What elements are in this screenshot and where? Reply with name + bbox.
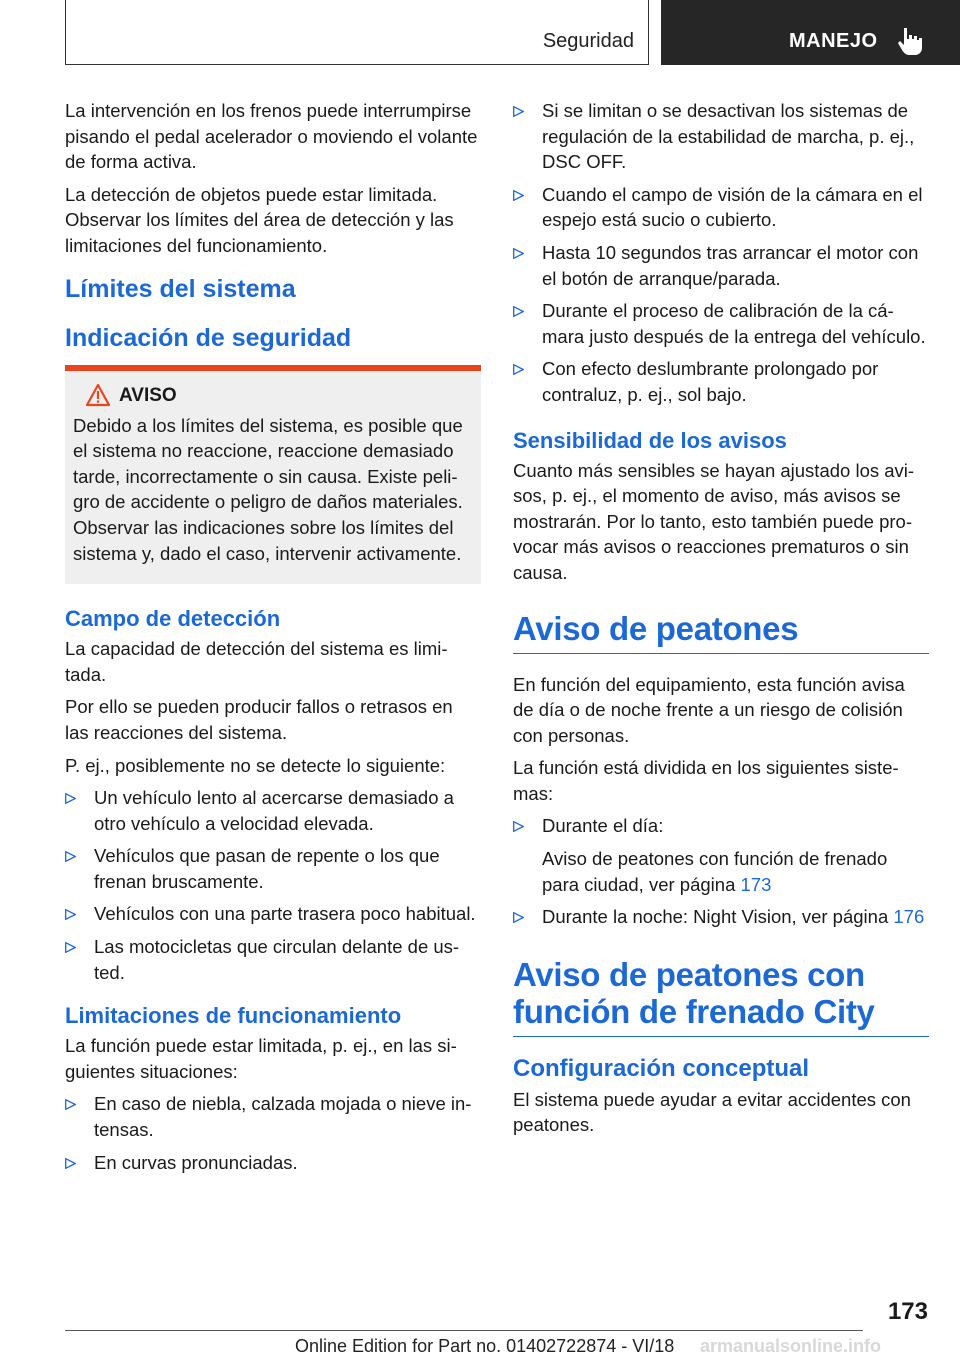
triangle-bullet-icon — [65, 942, 76, 953]
list-item: Hasta 10 segundos tras arrancar el motor con el botón de arranque/parada. — [513, 240, 929, 291]
detection-heading: Campo de detección — [65, 606, 281, 632]
page-number: 173 — [887, 1298, 928, 1325]
detection-paragraph: P. ej., posiblemente no se detecte lo siguiente: — [65, 754, 446, 776]
triangle-bullet-icon — [513, 106, 524, 117]
list-item: Con efecto deslumbrante prolongado por contraluz, p. ej., sol bajo. — [513, 356, 929, 407]
list-item: Si se limitan o se desactivan los sistemas de regulación de la estabilidad de marcha, p. ej., DSC OFF. — [513, 98, 929, 175]
warning-title-text: AVISO — [119, 384, 177, 406]
footer-edition: Online Edition for Part no. 01402722874 - VI/18 — [295, 1336, 675, 1356]
intro-paragraph: La intervención en los frenos puede interrumpirse pisando el pedal acelerador o moviendo el volante de forma activa. — [65, 100, 478, 173]
warning-text: Debido a los límites del sistema, es posible que el sistema no reaccione, reaccione demasiado tarde, incorrectamente o sin causa. Existe peligro de accidente o peligro de daños materiales. Observar las indicaciones sobre los límites del sistema y, dado el caso, intervenir activamente. — [73, 414, 463, 564]
sensitivity-heading: Sensibilidad de los avisos — [513, 427, 787, 453]
triangle-bullet-icon — [65, 793, 76, 804]
triangle-bullet-icon — [513, 364, 524, 375]
city-braking-heading: Aviso de peatones con función de frenado City — [513, 956, 929, 1037]
triangle-bullet-icon — [513, 248, 524, 259]
warning-triangle-icon — [85, 383, 111, 407]
sensitivity-paragraph: Cuanto más sensibles se hayan ajustado los avisos, p. ej., el momento de aviso, más avisos se mostrarán. Por lo tanto, esto también puede provocar más avisos o reacciones prematuros o sin causa. — [513, 459, 915, 583]
list-item: Cuando el campo de visión de la cámara en el espejo está sucio o cubierto. — [513, 182, 929, 233]
header-chapter-tab — [661, 0, 960, 65]
detection-paragraph: Por ello se pueden producir fallos o retrasos en las reacciones del sistema. — [65, 696, 453, 743]
detection-paragraph: La capacidad de detección del sistema es limitada. — [65, 638, 448, 685]
limitations-intro: La función puede estar limitada, p. ej., en las siguientes situaciones: — [65, 1035, 457, 1082]
header-section-box — [65, 0, 649, 65]
warning-title — [73, 385, 473, 407]
intro-paragraph: La detección de objetos puede estar limitada. Observar los límites del área de detección y las limitaciones del funcionamiento. — [65, 183, 454, 256]
list-item: Durante la noche: Night Vision, ver página 176 — [513, 904, 929, 930]
header-section-title: Seguridad — [542, 30, 634, 52]
triangle-bullet-icon — [513, 306, 524, 317]
list-item: Durante el día: Aviso de peatones con función de frenado para ciudad, ver página 173 — [513, 813, 929, 897]
concept-paragraph: El sistema puede ayudar a evitar accidentes con peatones. — [513, 1088, 911, 1136]
footer-divider — [65, 1330, 863, 1331]
triangle-bullet-icon — [65, 851, 76, 862]
page-link[interactable]: 173 — [740, 873, 772, 895]
triangle-bullet-icon — [65, 1099, 76, 1110]
pedestrian-heading: Aviso de peatones — [513, 610, 929, 654]
header-chapter-label: MANEJO — [789, 30, 878, 52]
list-item: Un vehículo lento al acercarse demasiado a otro vehículo a velocidad elevada. — [65, 785, 481, 836]
triangle-bullet-icon — [513, 190, 524, 201]
left-column — [65, 98, 481, 1182]
limitations-list — [65, 1091, 481, 1175]
list-item: Vehículos con una parte trasera poco habitual. — [65, 901, 481, 927]
pedestrian-systems-list — [513, 813, 929, 929]
watermark: armanualsonline.info — [700, 1336, 882, 1356]
hand-icon — [895, 26, 925, 56]
safety-heading: Indicación de seguridad — [65, 323, 352, 352]
page-link[interactable]: 176 — [893, 906, 925, 928]
list-item: Durante el proceso de calibración de la cámara justo después de la entrega del vehículo. — [513, 298, 929, 349]
list-item: En caso de niebla, calzada mojada o nieve intensas. — [65, 1091, 481, 1142]
triangle-bullet-icon — [65, 909, 76, 920]
detection-list — [65, 785, 481, 985]
triangle-bullet-icon — [513, 821, 524, 832]
limits-heading: Límites del sistema — [65, 274, 296, 303]
limitations-list-continued — [513, 98, 929, 408]
right-column — [513, 98, 929, 1145]
limitations-heading: Limitaciones de funcionamiento — [65, 1003, 402, 1029]
list-item: Las motocicletas que circulan delante de usted. — [65, 934, 481, 985]
pedestrian-paragraph: En función del equipamiento, esta función avisa de día o de noche frente a un riesgo de colisión con personas. — [513, 673, 905, 746]
warning-box — [65, 365, 481, 585]
list-item: Vehículos que pasan de repente o los que frenan bruscamente. — [65, 843, 481, 894]
day-description: Aviso de peatones con función de frenado para ciudad, ver página 173 — [542, 848, 888, 895]
concept-heading: Configuración conceptual — [513, 1054, 810, 1082]
list-item: En curvas pronunciadas. — [65, 1150, 481, 1176]
triangle-bullet-icon — [513, 912, 524, 923]
pedestrian-paragraph: La función está dividida en los siguientes sistemas: — [513, 757, 899, 804]
triangle-bullet-icon — [65, 1158, 76, 1169]
